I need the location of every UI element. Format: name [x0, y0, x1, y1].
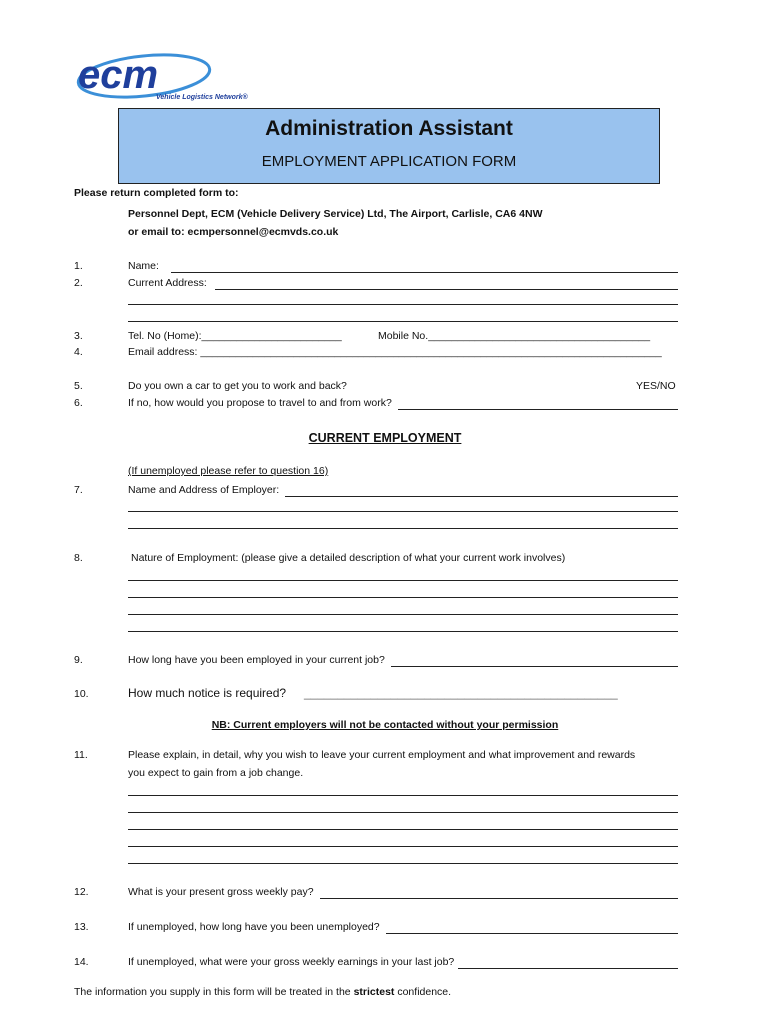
- mobile-field[interactable]: Mobile No.______________________________________: [378, 330, 651, 342]
- section-note: (If unemployed please refer to question 16): [128, 465, 329, 477]
- q10-label: How much notice is required?: [128, 686, 287, 700]
- car-yes-no[interactable]: YES/NO: [636, 380, 676, 392]
- nature-line[interactable]: [128, 631, 678, 632]
- name-field[interactable]: [128, 260, 678, 273]
- unemployed-duration-field[interactable]: [128, 921, 678, 934]
- notice-field[interactable]: _______________________________________________: [304, 686, 618, 700]
- ecm-logo: [72, 52, 252, 102]
- nature-line[interactable]: [128, 597, 678, 598]
- footer-emph: strictest: [353, 986, 395, 998]
- travel-field[interactable]: [128, 397, 678, 410]
- weekly-pay-field[interactable]: [128, 886, 678, 899]
- q11-label-line2: you expect to gain from a job change.: [128, 767, 304, 779]
- q13-label: If unemployed, how long have you been unemployed?: [128, 921, 380, 933]
- return-email: or email to: ecmpersonnel@ecmvds.co.uk: [128, 226, 339, 238]
- reason-line[interactable]: [128, 795, 678, 796]
- q8-label: Nature of Employment: (please give a detailed description of what your current work involves): [131, 552, 566, 564]
- q2-number: 2.: [74, 277, 83, 289]
- q6-label: If no, how would you propose to travel to and from work?: [128, 397, 392, 409]
- nature-line[interactable]: [128, 614, 678, 615]
- return-label: Please return completed form to:: [74, 187, 239, 199]
- form-subtitle: EMPLOYMENT APPLICATION FORM: [261, 153, 517, 170]
- address-field[interactable]: [128, 277, 678, 290]
- q6-number: 6.: [74, 397, 83, 409]
- address-line[interactable]: [128, 321, 678, 322]
- reason-line[interactable]: [128, 863, 678, 864]
- q9-label: How long have you been employed in your current job?: [128, 654, 385, 666]
- q10-number: 10.: [74, 688, 89, 700]
- q5-label: Do you own a car to get you to work and back?: [128, 380, 347, 392]
- nature-line[interactable]: [128, 580, 678, 581]
- section-heading: CURRENT EMPLOYMENT: [308, 431, 462, 445]
- q14-number: 14.: [74, 956, 89, 968]
- q2-label: Current Address:: [128, 277, 207, 289]
- q1-label: Name:: [128, 260, 159, 272]
- employer-line[interactable]: [128, 528, 678, 529]
- q4-number: 4.: [74, 346, 83, 358]
- employment-length-field[interactable]: [128, 654, 678, 667]
- logo-tagline: Vehicle Logistics Network®: [156, 94, 248, 101]
- q3-number: 3.: [74, 330, 83, 342]
- employer-line[interactable]: [128, 511, 678, 512]
- employer-field[interactable]: [128, 484, 678, 497]
- confidentiality-note: [74, 986, 451, 999]
- q11-number: 11.: [74, 749, 88, 761]
- last-earnings-field[interactable]: [128, 956, 678, 969]
- q1-number: 1.: [74, 260, 83, 272]
- q12-label: What is your present gross weekly pay?: [128, 886, 314, 898]
- title-box: [118, 108, 660, 184]
- address-line[interactable]: [128, 304, 678, 305]
- nb-note: NB: Current employers will not be contacted without your permission: [211, 719, 559, 731]
- q14-label: If unemployed, what were your gross weekly earnings in your last job?: [128, 956, 455, 968]
- logo-text: ecm: [78, 53, 159, 97]
- reason-line[interactable]: [128, 846, 678, 847]
- footer-pre: The information you supply in this form will be treated in the: [74, 986, 351, 998]
- q7-number: 7.: [74, 484, 83, 496]
- footer-post: confidence.: [397, 986, 452, 998]
- q8-number: 8.: [74, 552, 83, 564]
- reason-line[interactable]: [128, 829, 678, 830]
- q12-number: 12.: [74, 886, 89, 898]
- reason-line[interactable]: [128, 812, 678, 813]
- q7-label: Name and Address of Employer:: [128, 484, 280, 496]
- page-title: Administration Assistant: [265, 117, 513, 140]
- q13-number: 13.: [74, 921, 89, 933]
- email-field[interactable]: Email address: _______________________________________________________________________________: [128, 346, 662, 358]
- q9-number: 9.: [74, 654, 83, 666]
- q11-label-line1: Please explain, in detail, why you wish to leave your current employment and what improvement and rewards: [128, 749, 636, 761]
- home-tel-field[interactable]: Tel. No (Home):________________________: [128, 330, 342, 342]
- q5-number: 5.: [74, 380, 83, 392]
- return-address: Personnel Dept, ECM (Vehicle Delivery Service) Ltd, The Airport, Carlisle, CA6 4NW: [128, 208, 543, 220]
